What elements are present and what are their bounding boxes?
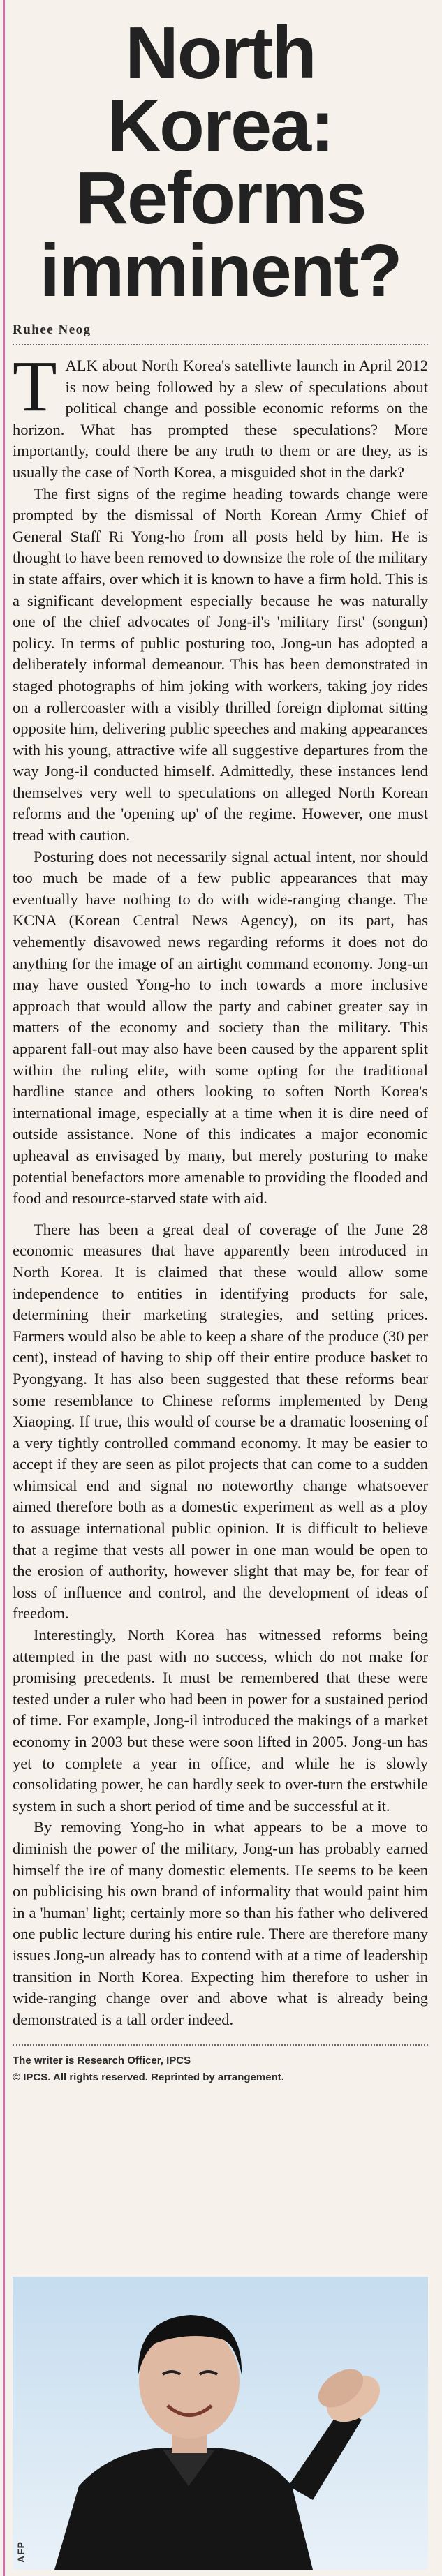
article-footer	[13, 2044, 428, 2086]
paragraph-2: The first signs of the regime heading towards change were prompted by the dismissal of North Korean Army Chief of General Staff Ri Yong-ho from all posts held by him. He is thought to have been removed to downsize the role of the military in state affairs, over which it is known to have a firm hold. This is a significant development especially because he was naturally one of the chief advocates of Jong-il's 'military first' (songun) policy. In terms of public posturing too, Jong-un has adopted a deliberately informal demeanour. This has been demonstrated in staged photographs of him joking with workers, taking joy rides on a rollercoaster with a visibly thrilled foreign diplomat sitting opposite him, delivering public speeches and making appearances with his young, attractive wife all suggestive departures from the way Jong-il conducted himself. Admittedly, these instances lend themselves very well to speculations on alleged North Korean reforms and the 'opening up' of the regime. However, one must tread with caution.	[13, 484, 428, 844]
paragraph-1	[13, 346, 428, 484]
article-body	[13, 346, 428, 2030]
headline-line-3: imminent?	[39, 230, 402, 312]
paragraph-6: By removing Yong-ho in what appears to be a move to diminish the power of the military, Jong-un has probably earned himself the ire of many domestic elements. He seems to be keen on publicising his own brand of informality that would paint him in a 'human' light; certainly more so than his father who delivered one public lecture during his entire rule. There are therefore many issues Jong-un already has to contend with at a time of leadership transition in North Korea. Expecting him therefore to usher in wide-ranging change over and above what is already being demonstrated is a tall order indeed.	[13, 1818, 428, 2028]
headline-line-1: North Korea:	[107, 12, 334, 167]
paragraph-4: There has been a great deal of coverage of the June 28 economic measures that have apparently been introduced in North Korea. It is claimed that these would allow some independence to entities in identifying products for sale, determining their marketing strategies, and setting prices. Farmers would also be able to keep a share of the produce (30 per cent), instead of having to ship off their entire produce basket to Pyongyang. It has also been suggested that these reforms bear some resemblance to Chinese reforms implemented by Deng Xiaoping. If true, this would of course be a dramatic loosening of a very tightly controlled command economy. It may be easier to accept if they are seen as pilot projects that can come to a sudden whimsical end and signal no noteworthy change whatsoever aimed therefore both as a domestic experiment as well as a ploy to assuage international public opinion. It is difficult to believe that a regime that vests all power in one man would be open to the erosion of authority, however slight that may be, for fear of loss of influence and control, and the development of ideas of freedom.	[13, 1220, 428, 1623]
paragraph-3: Posturing does not necessarily signal actual intent, nor should too much be made of a few public appearances that may eventually have nothing to do with wide-ranging change. The KCNA (Korean Central News Agency), on its part, has vehemently disavowed news regarding reforms it does not do anything for the image of an airtight command economy. Jong-un may have ousted Yong-ho to inch towards a more inclusive approach that would allow the party and cabinet greater say in matters of the economy and society than the military. This apparent fall-out may also have been caused by the apparent split within the ruling elite, with some opting for the traditional hardline stance and others looking to soften North Korea's international image, especially at a time when it is dire need of outside assistance. None of this indicates a major economic upheaval as envisaged by many, but merely posturing to make potential benefactors more amenable to providing the flooded and food and resource-starved state with aid.	[13, 847, 428, 1207]
paragraph-1-text: ALK about North Korea's satellivte launch in April 2012 is now being followed by a slew of speculations about political change and possible economic reforms on the horizon. What has prompted these speculations? More importantly, could there be any truth to them or are they, as is usually the case of North Korea, a misguided shot in the dark?	[13, 357, 428, 481]
paragraph-5: Interestingly, North Korea has witnessed reforms being attempted in the past with no success, which do not make for promising precedents. It must be remembered that these were tested under a ruler who had been in power for a sustained period of time. For example, Jong-il introduced the makings of a market economy in 2003 but these were soon lifted in 2005. Jong-un has yet to complete a year in office, and while he is slowly consolidating power, he can hardly seek to over-turn the erstwhile system in such a short period of time and be successful at it.	[13, 1626, 428, 1815]
article-photo	[13, 2277, 428, 2570]
photo-credit: AFP	[15, 2541, 27, 2563]
author-note: The writer is Research Officer, IPCS	[13, 2055, 191, 2067]
headline	[13, 12, 428, 312]
photo-illustration	[13, 2277, 428, 2570]
drop-cap: T	[13, 346, 57, 426]
copyright-note: © IPCS. All rights reserved. Reprinted by arrangement.	[13, 2071, 284, 2084]
byline: Ruhee Neog	[13, 322, 428, 345]
headline-line-2: Reforms	[75, 157, 366, 239]
arm-shape	[288, 2409, 362, 2500]
